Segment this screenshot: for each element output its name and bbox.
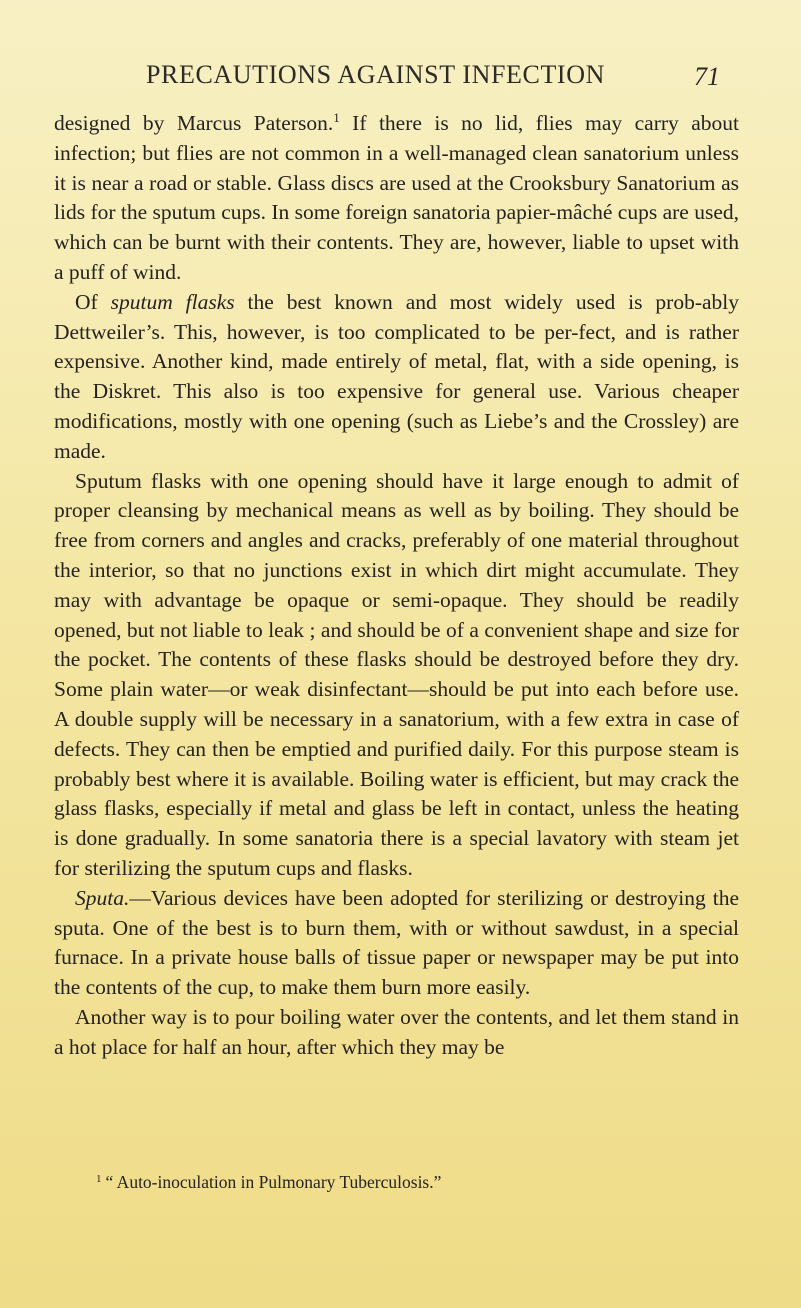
running-head bbox=[0, 60, 801, 90]
paragraph-1-text-a: designed by Marcus Paterson. bbox=[54, 111, 334, 135]
paragraph-4-heading: Sputa. bbox=[75, 885, 130, 910]
paragraph-4 bbox=[54, 884, 739, 1003]
paragraph-5: Another way is to pour boiling water over the contents, and let them stand in a hot place for half an hour, after which they may be bbox=[54, 1004, 739, 1059]
paragraph-2 bbox=[54, 288, 739, 467]
paragraph-3: Sputum flasks with one opening should have it large enough to admit of proper cleansing by mechanical means as well as by boiling. They should be free from corners and angles and cracks, preferably of one material throughout the interior, so that no junctions exist in which dirt might accumulate. They may with advantage be opaque or semi-opaque. They should be readily opened, but not liable to leak ; and should be of a convenient shape and size for the pocket. The contents of these flasks should be destroyed before they dry. Some plain water—or weak disinfectant—should be put into each before use. A double supply will be necessary in a sanatorium, with a few extra in case of defects. They can then be emptied and purified daily. For this purpose steam is probably best where it is available. Boiling water is efficient, but may crack the glass flasks, especially if metal and glass be left in contact, unless the heating is done gradually. In some sanatoria there is a special lavatory with steam jet for sterilizing the sputum cups and flasks. bbox=[54, 468, 739, 880]
footnote bbox=[96, 1170, 756, 1194]
running-title: PRECAUTIONS AGAINST INFECTION bbox=[146, 60, 605, 89]
footnote-text: “ Auto-inoculation in Pulmonary Tuberculosis.” bbox=[105, 1172, 442, 1192]
paragraph-2-emphasis: sputum flasks bbox=[110, 289, 235, 314]
paragraph-4-text: —Various devices have been adopted for sterilizing or destroying the sputa. One of the best is to burn them, with or without sawdust, in a special furnace. In a private house balls of tissue paper or newspaper may be put into the contents of the cup, to make them burn more easily. bbox=[54, 885, 739, 1000]
footnote-reference: 1 bbox=[333, 110, 340, 125]
footnote-marker: 1 bbox=[96, 1173, 102, 1185]
body-text bbox=[54, 109, 739, 1063]
paragraph-1-text-b: If there is no lid, flies may carry about infection; but flies are not common in a well-managed clean sanatorium unless it is near a road or stable. Glass discs are used at the Crooksbury Sanatorium as lids for the sputum cups. In some foreign sanatoria papier-mâché cups are used, which can be burnt with their contents. They are, however, liable to upset with a puff of wind. bbox=[54, 111, 739, 284]
paragraph-2-text: the best known and most widely used is prob-ably Dettweiler’s. This, however, is too complicated to be per-fect, and is rather expensive. Another kind, made entirely of metal, flat, with a side opening, is the Diskret. This also is too expensive for general use. Various cheaper modifications, mostly with one opening (such as Liebe’s and the Crossley) are made. bbox=[54, 289, 740, 463]
paragraph-2-lead: Of bbox=[75, 289, 111, 314]
page-number: 71 bbox=[694, 62, 720, 91]
paragraph-1 bbox=[54, 109, 739, 288]
